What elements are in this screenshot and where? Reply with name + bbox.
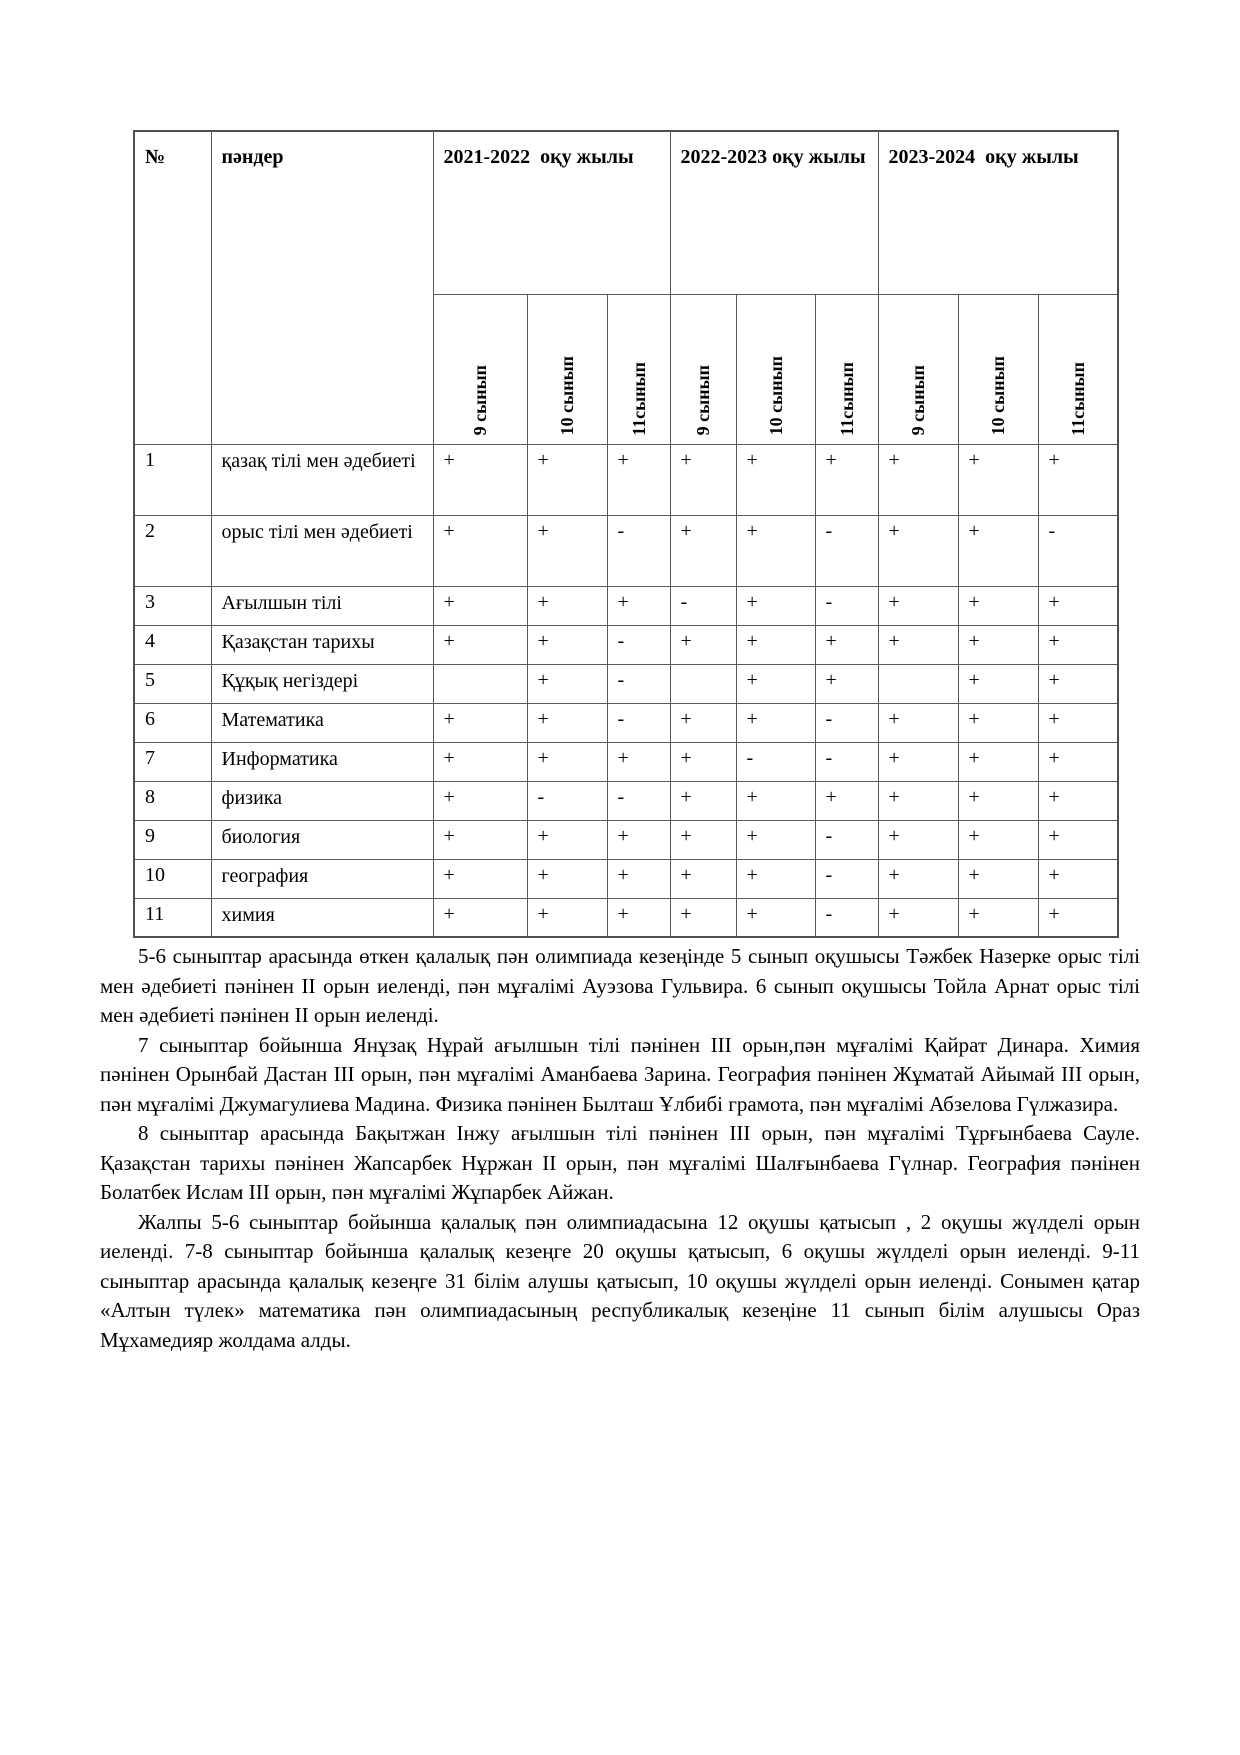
participation-mark: + xyxy=(1038,625,1118,664)
participation-mark: + xyxy=(1038,664,1118,703)
class-header-y1-11 xyxy=(607,294,670,444)
rotated-label: 9 сынып xyxy=(470,365,490,436)
participation-mark: - xyxy=(815,586,878,625)
participation-mark: + xyxy=(815,625,878,664)
participation-mark: + xyxy=(670,742,736,781)
participation-mark: + xyxy=(670,898,736,937)
participation-mark: + xyxy=(1038,820,1118,859)
class-header-y3-10 xyxy=(958,294,1038,444)
row-number: 7 xyxy=(134,742,211,781)
participation-mark xyxy=(878,664,958,703)
participation-mark: - xyxy=(815,742,878,781)
col-header-subject: пәндер xyxy=(211,131,433,444)
year-header-2022-2023: 2022-2023 оқу жылы xyxy=(670,131,878,294)
table-row xyxy=(134,515,1118,586)
class-header-y2-10 xyxy=(736,294,815,444)
participation-mark: + xyxy=(433,515,527,586)
participation-mark: + xyxy=(433,625,527,664)
participation-mark: + xyxy=(670,625,736,664)
participation-mark: + xyxy=(736,781,815,820)
participation-mark: + xyxy=(1038,586,1118,625)
row-number: 9 xyxy=(134,820,211,859)
participation-mark: + xyxy=(607,859,670,898)
table-row xyxy=(134,586,1118,625)
participation-mark: + xyxy=(878,444,958,515)
participation-mark: + xyxy=(736,444,815,515)
class-header-y1-9 xyxy=(433,294,527,444)
subject-cell: химия xyxy=(211,898,433,937)
table-body xyxy=(134,444,1118,937)
participation-mark: + xyxy=(878,515,958,586)
rotated-label: 10 сынып xyxy=(765,356,786,436)
participation-mark: + xyxy=(670,859,736,898)
subject-cell: Қазақстан тарихы xyxy=(211,625,433,664)
participation-mark: + xyxy=(878,859,958,898)
participation-mark: + xyxy=(607,586,670,625)
participation-mark: + xyxy=(527,742,607,781)
participation-mark: + xyxy=(958,625,1038,664)
participation-mark: - xyxy=(607,515,670,586)
participation-mark: + xyxy=(527,586,607,625)
row-number: 4 xyxy=(134,625,211,664)
rotated-label: 10 сынып xyxy=(988,356,1009,436)
participation-mark: + xyxy=(958,664,1038,703)
table-row xyxy=(134,625,1118,664)
table-row xyxy=(134,820,1118,859)
participation-mark: + xyxy=(1038,444,1118,515)
participation-mark: + xyxy=(1038,859,1118,898)
row-number: 6 xyxy=(134,703,211,742)
participation-mark: + xyxy=(670,820,736,859)
participation-mark: + xyxy=(736,703,815,742)
participation-mark: + xyxy=(527,625,607,664)
year-header-row xyxy=(134,131,1118,294)
participation-mark: - xyxy=(815,703,878,742)
subject-cell: география xyxy=(211,859,433,898)
col-header-number: № xyxy=(134,131,211,444)
class-header-y1-10 xyxy=(527,294,607,444)
olympiad-subjects-table xyxy=(133,130,1119,938)
row-number: 8 xyxy=(134,781,211,820)
participation-mark xyxy=(670,664,736,703)
participation-mark: + xyxy=(607,898,670,937)
participation-mark: + xyxy=(958,820,1038,859)
row-number: 11 xyxy=(134,898,211,937)
participation-mark: + xyxy=(878,820,958,859)
participation-mark: - xyxy=(736,742,815,781)
participation-mark: + xyxy=(670,444,736,515)
table-row xyxy=(134,703,1118,742)
participation-mark: - xyxy=(815,820,878,859)
participation-mark: + xyxy=(736,820,815,859)
paragraph-olympiad-8: 8 сыныптар арасында Бақытжан Інжу ағылшын тілі пәнінен III орын, пән мұғалімі Тұрғынбаева Сауле. Қазақстан тарихы пәнінен Жапсарбек Нұржан II орын, пән мұғалімі Шалғынбаева Гүлнар. География пәнінен Болатбек Ислам III орын, пән мұғалімі Жұпарбек Айжан. xyxy=(100,1121,1140,1204)
subject-cell: Құқық негіздері xyxy=(211,664,433,703)
paragraph-olympiad-5-6: 5-6 сыныптар арасында өткен қалалық пән олимпиада кезеңінде 5 сынып оқушысы Тәжбек Назерке орыс тілі мен әдебиеті пәнінен II орын иеленді, пән мұғалімі Ауэзова Гульвира. 6 сынып оқушысы Тойла Арнат орыс тілі мен әдебиеті пәнінен II орын иеленді. xyxy=(100,944,1140,1027)
participation-mark: + xyxy=(1038,781,1118,820)
participation-mark: + xyxy=(736,898,815,937)
participation-mark: + xyxy=(670,781,736,820)
participation-mark: - xyxy=(815,515,878,586)
rotated-label: 9 сынып xyxy=(908,365,929,436)
participation-mark: + xyxy=(433,444,527,515)
rotated-label: 11сынып xyxy=(836,361,857,436)
participation-mark: + xyxy=(527,820,607,859)
row-number: 1 xyxy=(134,444,211,515)
subject-cell: физика xyxy=(211,781,433,820)
table-row xyxy=(134,664,1118,703)
participation-mark: + xyxy=(607,820,670,859)
participation-mark: + xyxy=(736,586,815,625)
participation-mark: + xyxy=(527,444,607,515)
year-header-2021-2022: 2021-2022 оқу жылы xyxy=(433,131,670,294)
participation-mark: + xyxy=(433,898,527,937)
participation-mark: + xyxy=(958,703,1038,742)
participation-mark: + xyxy=(1038,898,1118,937)
rotated-label: 9 сынып xyxy=(693,365,713,436)
participation-mark: + xyxy=(607,444,670,515)
participation-mark: + xyxy=(815,664,878,703)
participation-mark: + xyxy=(433,586,527,625)
participation-mark: - xyxy=(607,703,670,742)
row-number: 5 xyxy=(134,664,211,703)
table-row xyxy=(134,781,1118,820)
participation-mark: + xyxy=(527,703,607,742)
subject-cell: Информатика xyxy=(211,742,433,781)
paragraph-olympiad-7: 7 сыныптар бойынша Янұзақ Нұрай ағылшын тілі пәнінен III орын,пән мұғалімі Қайрат Динара. Химия пәнінен Орынбай Дастан III орын, пән мұғалімі Аманбаева Зарина. География пәнінен Жұматай Айымай III орын, пән мұғалімі Джумагулиева Мадина. Физика пәнінен Былташ Ұлбибі грамота, пән мұғалімі Абзелова Гүлжазира. xyxy=(100,1032,1140,1116)
subject-cell: қазақ тілі мен әдебиеті xyxy=(211,444,433,515)
subject-cell: орыс тілі мен әдебиеті xyxy=(211,515,433,586)
participation-mark: + xyxy=(878,703,958,742)
table-row xyxy=(134,898,1118,937)
participation-mark: + xyxy=(670,703,736,742)
participation-mark: + xyxy=(878,586,958,625)
participation-mark: + xyxy=(878,781,958,820)
rotated-label: 11сынып xyxy=(1067,361,1088,436)
table-row xyxy=(134,859,1118,898)
participation-mark: + xyxy=(433,703,527,742)
participation-mark: + xyxy=(815,781,878,820)
participation-mark: + xyxy=(958,859,1038,898)
participation-mark: - xyxy=(815,898,878,937)
participation-mark: + xyxy=(736,625,815,664)
participation-mark: + xyxy=(433,820,527,859)
participation-mark: + xyxy=(433,859,527,898)
participation-mark: - xyxy=(607,664,670,703)
class-header-y3-9 xyxy=(878,294,958,444)
participation-mark: + xyxy=(736,515,815,586)
participation-mark: + xyxy=(527,515,607,586)
class-header-y3-11 xyxy=(1038,294,1118,444)
participation-mark: - xyxy=(670,586,736,625)
participation-mark: + xyxy=(527,664,607,703)
subject-cell: Ағылшын тілі xyxy=(211,586,433,625)
table-row xyxy=(134,444,1118,515)
participation-mark: + xyxy=(736,859,815,898)
participation-mark xyxy=(433,664,527,703)
class-header-y2-11 xyxy=(815,294,878,444)
participation-mark: + xyxy=(958,781,1038,820)
participation-mark: + xyxy=(433,781,527,820)
participation-mark: + xyxy=(1038,703,1118,742)
participation-mark: + xyxy=(527,898,607,937)
participation-mark: + xyxy=(736,664,815,703)
participation-mark: + xyxy=(958,742,1038,781)
participation-mark: + xyxy=(878,742,958,781)
table-row xyxy=(134,742,1118,781)
participation-mark: - xyxy=(815,859,878,898)
rotated-label: 11сынып xyxy=(628,361,649,436)
participation-mark: + xyxy=(527,859,607,898)
participation-mark: + xyxy=(607,742,670,781)
participation-mark: - xyxy=(607,781,670,820)
participation-mark: + xyxy=(958,898,1038,937)
row-number: 10 xyxy=(134,859,211,898)
participation-mark: + xyxy=(1038,742,1118,781)
participation-mark: - xyxy=(527,781,607,820)
participation-mark: + xyxy=(958,515,1038,586)
subject-cell: Математика xyxy=(211,703,433,742)
rotated-label: 10 сынып xyxy=(557,356,577,436)
participation-mark: - xyxy=(607,625,670,664)
year-header-2023-2024: 2023-2024 оқу жылы xyxy=(878,131,1118,294)
row-number: 3 xyxy=(134,586,211,625)
row-number: 2 xyxy=(134,515,211,586)
class-header-y2-9 xyxy=(670,294,736,444)
participation-mark: + xyxy=(815,444,878,515)
participation-mark: + xyxy=(958,586,1038,625)
participation-mark: + xyxy=(878,898,958,937)
subject-cell: биология xyxy=(211,820,433,859)
paragraph-olympiad-totals: Жалпы 5-6 сыныптар бойынша қалалық пән олимпиадасына 12 оқушы қатысып , 2 оқушы жүлделі орын иеленді. 7-8 сыныптар бойынша қалалық кезеңге 20 оқушы қатысып, 6 оқушы жүлделі орын иеленді. 9-11 сыныптар арасында қалалық кезеңге 31 білім алушы қатысып, 10 оқушы жүлделі орын иеленді. Сонымен қатар «Алтын түлек» математика пән олимпиадасының республикалық кезеңіне 11 сынып білім алушысы Ораз Мұхамедияр жолдама алды. xyxy=(100,1209,1140,1352)
participation-mark: + xyxy=(958,444,1038,515)
participation-mark: + xyxy=(433,742,527,781)
participation-mark: - xyxy=(1038,515,1118,586)
summary-text-block xyxy=(100,942,1140,1355)
participation-mark: + xyxy=(670,515,736,586)
participation-mark: + xyxy=(878,625,958,664)
